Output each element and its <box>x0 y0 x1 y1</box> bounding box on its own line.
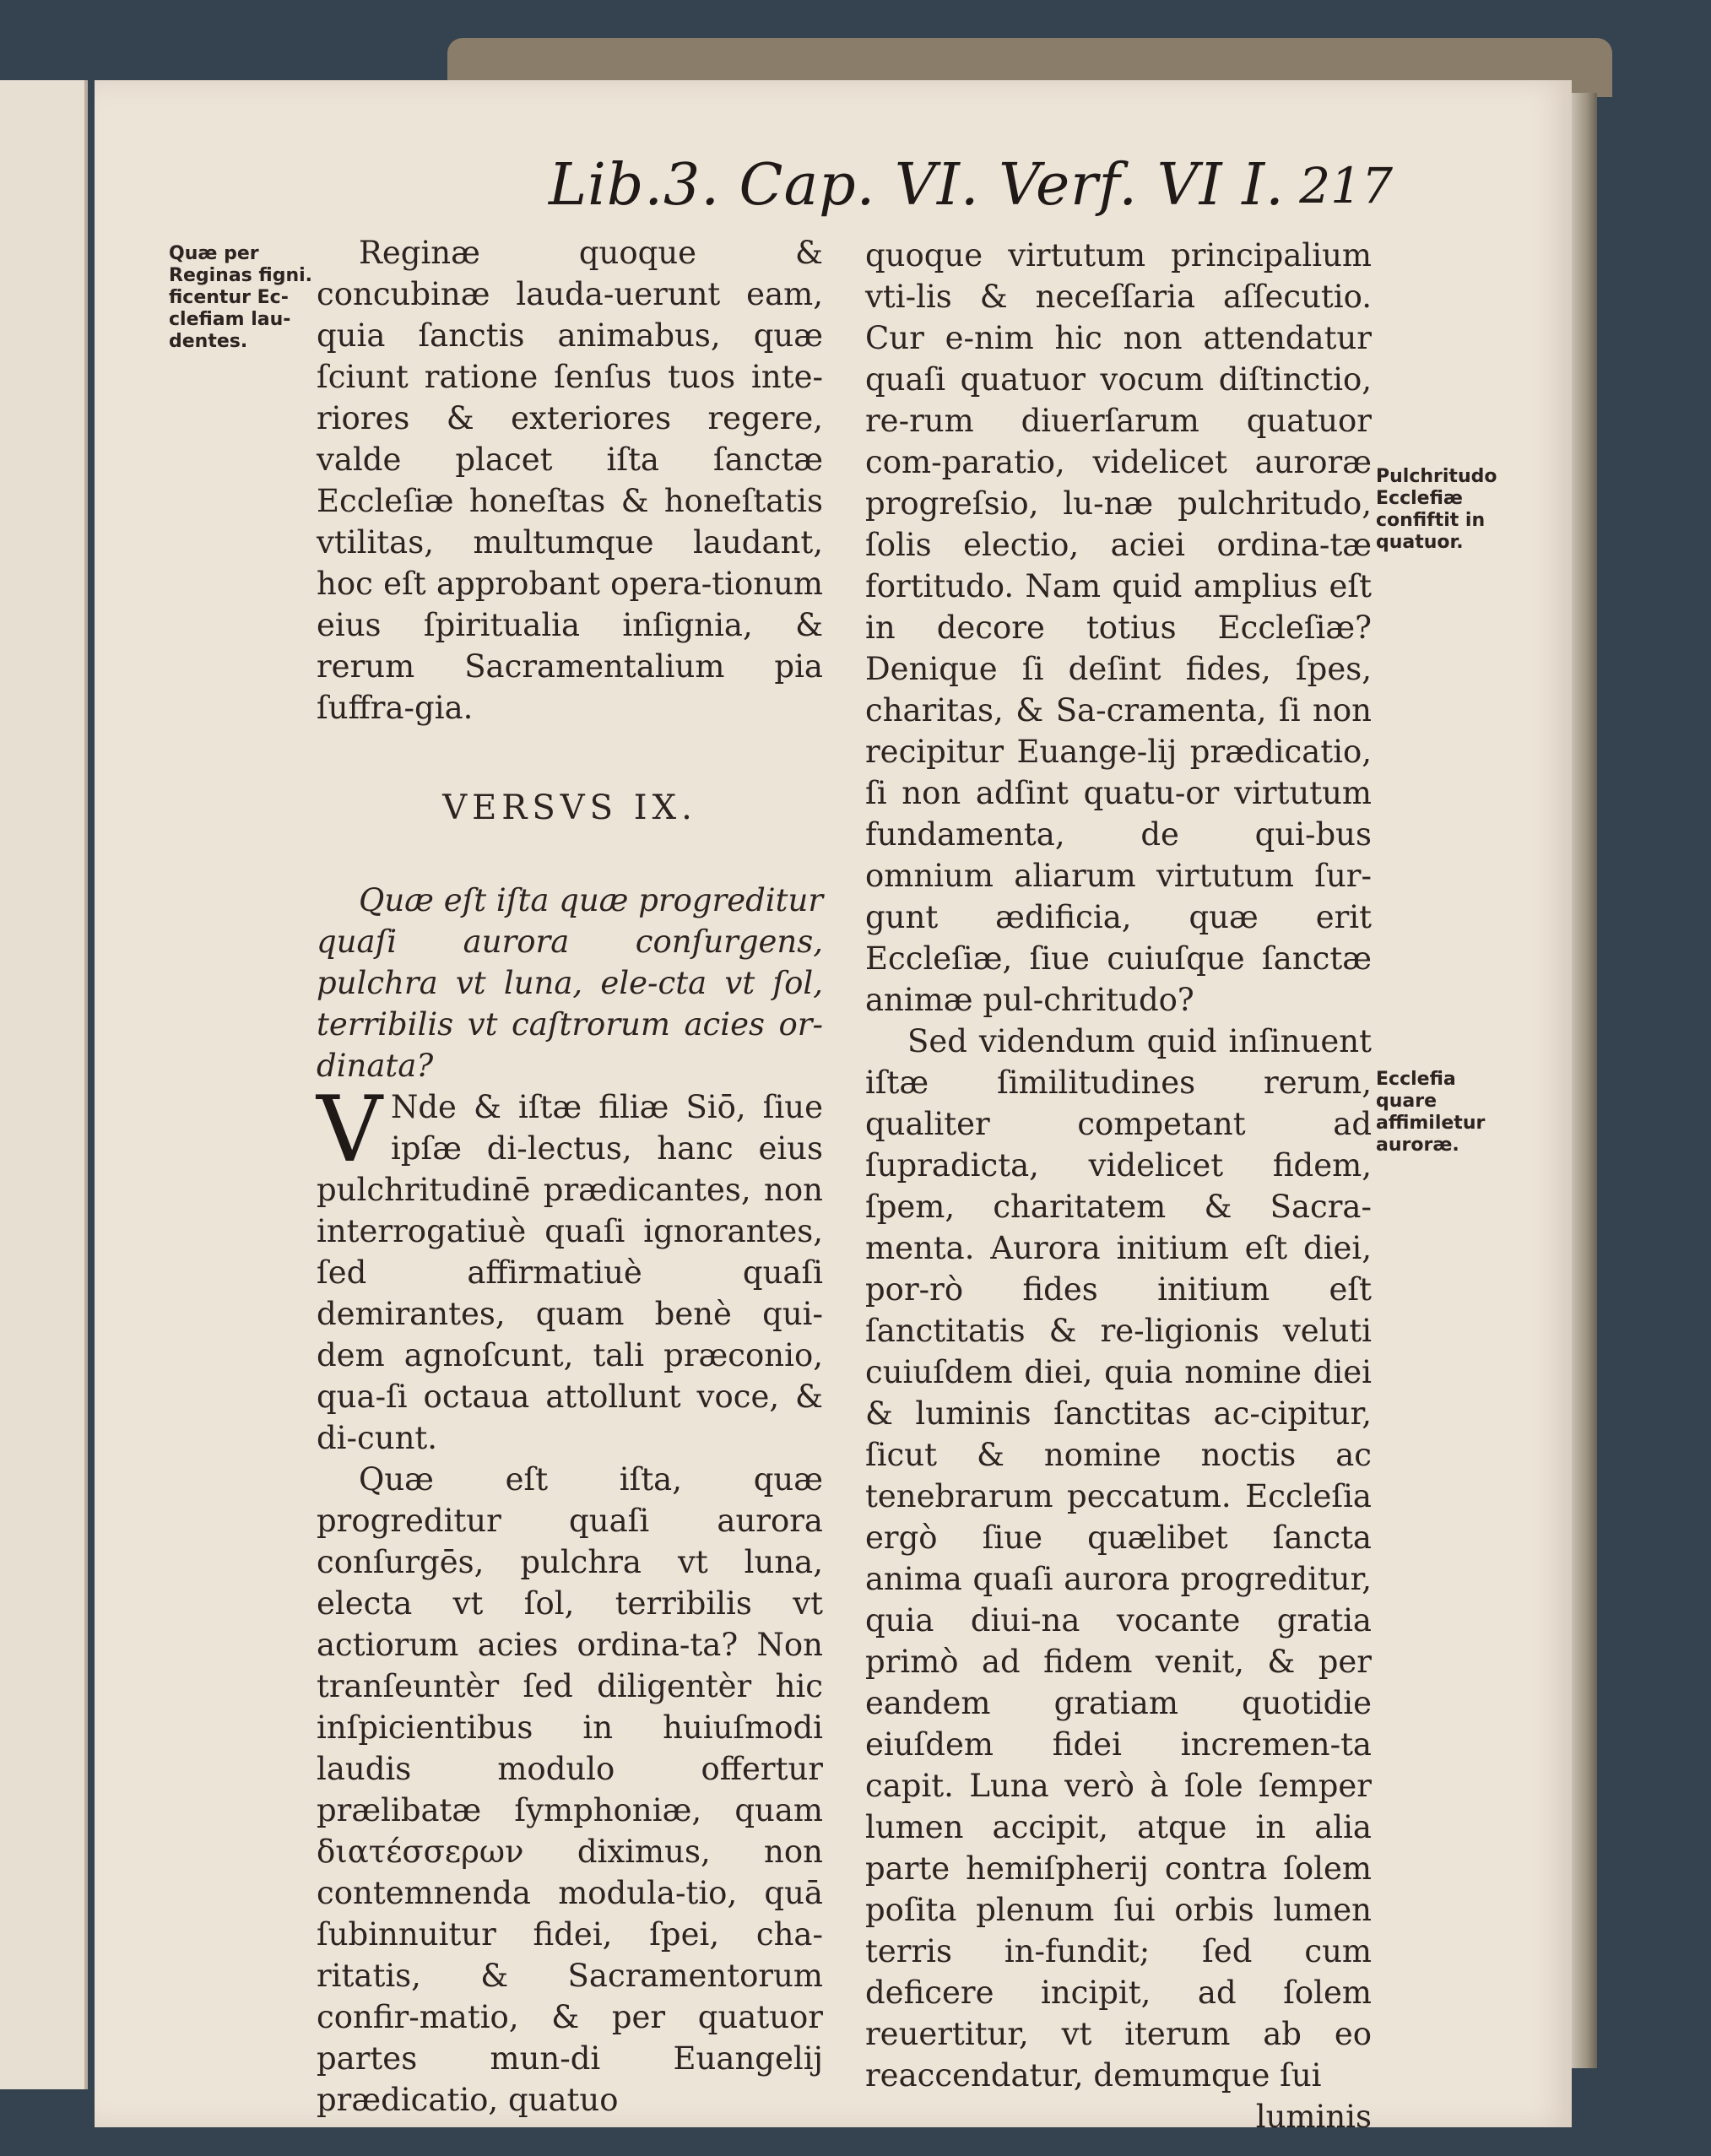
paragraph-quae-est-ista: Quæ eſt iſta, quæ progreditur quaſi aurora conſurgēs, pulchra vt luna, electa vt ſol, terribilis vt actiorum acies ordina-ta? Non tranſeuntèr ſed diligentèr hic inſpicientibus in huiuſmodi laudis modulo offertur prælibatæ ſymphoniæ, quam διατέσσερων diximus, non contemnenda modula-tio, quā ſubinnuitur fidei, ſpei, cha-ritatis, & Sacramentorum confir-matio, & per quatuor partes mun-di Euangelij prædicatio, quatuo <box>317 1461 823 2118</box>
page-stack-edge <box>1572 93 1597 2068</box>
paragraph-reginae: Reginæ quoque & concubinæ lauda-uerunt eam, quia ſanctis animabus, quæ ſciunt ratione ſenſus tuos inte-riores & exteriores regere, valde placet iſta ſanctæ Eccleſiæ honeſtas & honeſtatis vtilitas, multumque laudant, hoc eſt approbant opera-tionum eius ſpiritualia inſignia, & rerum Sacramentalium pia ſuffra-gia. <box>317 235 823 726</box>
paragraph-vnde-text: Nde & iſtæ filiæ Siō, ſiue ipſæ di-lectus, hanc eius pulchritudinē prædicantes, non interrogatiuè quaſi ignorantes, ſed affirmatiuè quaſi demirantes, quam benè qui-dem agnoſcunt, tali præconio, qua-ſi octaua attollunt voce, & di-cunt. <box>317 1089 823 1456</box>
paragraph-virtutum: quoque virtutum principalium vti-lis & neceſſaria aſſecutio. Cur e-nim hic non attendatur quaſi quatuor vocum diſtinctio, re-rum diuerſarum quatuor com-paratio, videlicet auroræ progreſsio, lu-næ pulchritudo, ſolis electio, aciei ordina-tæ fortitudo. Nam quid amplius eſt in decore totius Eccleſiæ? Denique ſi deſint fides, ſpes, charitas, & Sa-cramenta, ſi non recipitur Euange-lij prædicatio, ſi non adſint quatu-or virtutum fundamenta, de qui-bus omnium aliarum virtutum ſur-gunt ædificia, quæ erit Eccleſiæ, ſiue cuiuſque ſanctæ animæ pul-chritudo? <box>865 237 1372 1018</box>
paragraph-sed-videndum: Sed videndum quid inſinuent iſtæ ſimilitudines rerum, qualiter competant ad ſupradicta, videlicet fidem, ſpem, charitatem & Sacra-menta. Aurora initium eſt diei, por-rò fides initium eſt ſanctitatis & re-ligionis veluti cuiuſdem diei, quia nomine diei & luminis ſanctitas ac-cipitur, ſicut & nomine noctis ac tenebrarum peccatum. Eccleſia ergò ſiue quælibet ſancta anima quaſi aurora progreditur, quia diui-na vocante gratia primò ad fidem venit, & per eandem gratiam quotidie eiuſdem fidei incremen-ta capit. Luna verò à ſole ſemper lumen accipit, atque in alia parte hemiſpherij contra ſolem poſita plenum ſui orbis lumen terris in-fundit; ſed cum deficere incipit, ad ſolem reuertitur, vt iterum ab eo reaccendatur, demumque ſui <box>865 1023 1372 2094</box>
verse-heading: VERSVS IX. <box>442 788 697 827</box>
right-column <box>865 235 1372 2137</box>
verse-quote: Quæ eſt iſta quæ progreditur quaſi aurora conſurgens, pulchra vt luna, ele-cta vt ſol, terribilis vt caſtrorum acies or-dinata? <box>317 882 824 1084</box>
running-head: Lib.3. Cap. VI. Verf. VI I. <box>549 152 1285 219</box>
facing-page-edge <box>0 80 88 2089</box>
margin-note-left: Quæ per Reginas figni. ficentur Ec-clefiam lau-dentes. <box>169 243 313 352</box>
margin-note-right-aurora: Ecclefia quare affimiletur auroræ. <box>1376 1069 1486 1156</box>
left-column <box>317 232 823 2121</box>
margin-note-right-pulchritudo: Pulchritudo Ecclefiæ confiftit in quatuor. <box>1376 466 1497 553</box>
catchword: luminis <box>1255 2099 1372 2135</box>
page-header <box>549 152 1393 228</box>
page-number: 217 <box>1299 157 1393 214</box>
drop-capital: V <box>317 1077 382 1183</box>
paragraph-vnde <box>317 1077 823 1459</box>
